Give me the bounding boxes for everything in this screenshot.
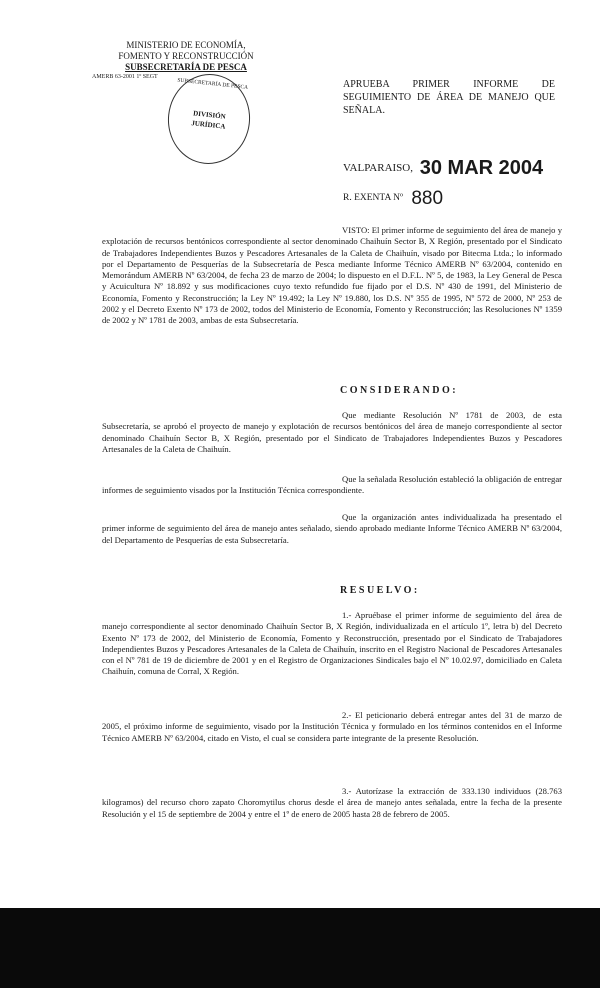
resuelvo-item-3: 3.- Autorízase la extracción de 333.130 individuos (28.763 kilogramos) del recurso choro zapato Choromytilus chorus desde el área de manejo antes señalada, entre la fecha de la presente Resolución y el 15 de septiembre de 2004 y entre el 1º de enero de 2005 hasta 28 de febrero de 2005. <box>102 786 562 819</box>
division-stamp <box>164 70 255 168</box>
scan-black-border <box>0 908 600 988</box>
resuelvo-item-2: 2.- El peticionario deberá entregar antes del 31 de marzo de 2005, el próximo informe de seguimiento, visado por la Institución Técnica y formulado en los términos contenidos en el Informe Técnico AMERB Nº 63/2004, citado en Visto, el cual se considera parte integrante de la presente Resolución. <box>102 710 562 743</box>
visto-paragraph: VISTO: El primer informe de seguimiento del área de manejo y explotación de recursos bentónicos correspondiente al sector denominado Chaihuín Sector B, X Región, presentado por el Sindicato de Trabajadores Independientes Buzos y Pescadores Artesanales de la Caleta de Chaihuín, visado por Bitecma Ltda.; lo informado por el Departamento de Pesquerías de la Subsecretaría de Pesca mediante Informe Técnico AMERB Nº 63/2004, contenido en Memorándum AMERB Nº 63/2004, de fecha 23 de marzo de 2004; lo dispuesto en el D.F.L. Nº 5, de 1983, la Ley General de Pesca y Acuicultura Nº 18.892 y sus modificaciones cuyo texto refundido fue fijado por el D.S. Nº 430 de 1991, del Ministerio de Economía, Fomento y Reconstrucción; la Ley Nº 19.492; la Ley Nº 19.880, los D.S. Nº 355 de 1995, Nº 572 de 2000, Nº 253 de 2002 y el Decreto Exento Nº 173 de 2002, todos del Ministerio de Economía, Fomento y Reconstrucción; las Resoluciones Nº 1359 de 2002 y Nº 1781 de 2003, ambas de esta Subsecretaría. <box>102 225 562 326</box>
summary-line-2: SEGUIMIENTO DE ÁREA DE MANEJO QUE SEÑALA. <box>343 92 555 116</box>
resuelvo-heading: RESUELVO: <box>340 585 420 596</box>
resolution-number <box>343 184 444 209</box>
subsecretaria-name: SUBSECRETARÍA DE PESCA <box>125 62 247 72</box>
stamp-center-line-1: DIVISIÓN <box>192 109 227 121</box>
place: VALPARAISO, <box>343 162 413 174</box>
considerando-item-3: Que la organización antes individualizada ha presentado el primer informe de seguimiento del área de manejo antes señalado, siendo aprobado mediante Informe Técnico AMERB Nº 63/2004, del Departamento de Pesquerías de esta Subsecretaría. <box>102 512 562 545</box>
considerando-heading: CONSIDERANDO: <box>340 385 459 396</box>
ministry-line-2: FOMENTO Y RECONSTRUCCIÓN <box>118 51 254 61</box>
resolution-summary <box>343 78 555 117</box>
stamp-center-line-2: JURÍDICA <box>190 119 226 131</box>
considerando-item-2: Que la señalada Resolución estableció la obligación de entregar informes de seguimiento visados por la Institución Técnica correspondiente. <box>102 474 562 496</box>
date-stamp: 30 MAR 2004 <box>419 157 544 179</box>
reference-code: AMERB 63-2001 1º SEGT <box>92 74 158 80</box>
stamp-ring-text: SUBSECRETARÍA DE PESCA <box>176 77 249 91</box>
ministry-line-1: MINISTERIO DE ECONOMÍA, <box>126 40 246 50</box>
place-date <box>343 154 543 177</box>
considerando-item-1: Que mediante Resolución Nº 1781 de 2003, de esta Subsecretaría, se aprobó el proyecto de manejo y explotación de recursos bentónicos del área de manejo correspondiente al sector denominado Chaihuín Sector B, X Región, presentado por el Sindicato de Trabajadores Independientes Buzos y Pescadores Artesanales de la Caleta de Chaihuín. <box>102 410 562 454</box>
summary-line-1: APRUEBA PRIMER INFORME DE <box>343 79 555 90</box>
resolution-number-value: 880 <box>411 188 444 209</box>
resuelvo-item-1: 1.- Apruébase el primer informe de seguimiento del área de manejo correspondiente al sector denominado Chaihuín Sector B, X Región, individualizada en el artículo 1º, letra b) del Decreto Exento Nº 173 de 2002, del Ministerio de Economía, Fomento y Reconstrucción, presentado por el Sindicato de Trabajadores Independientes Buzos y Pescadores Artesanales de la Caleta de Chaihuín, inscrito en el Registro Nacional de Pescadores Artesanales con el Nº 781 de 19 de diciembre de 2001 y en el Registro de Organizaciones Sindicales bajo el Nº 10.02.97, domiciliado en Caleta Chaihuín, comuna de Corral, X Región. <box>102 610 562 677</box>
resolution-label: R. EXENTA Nº <box>343 193 403 203</box>
letterhead <box>86 40 286 81</box>
